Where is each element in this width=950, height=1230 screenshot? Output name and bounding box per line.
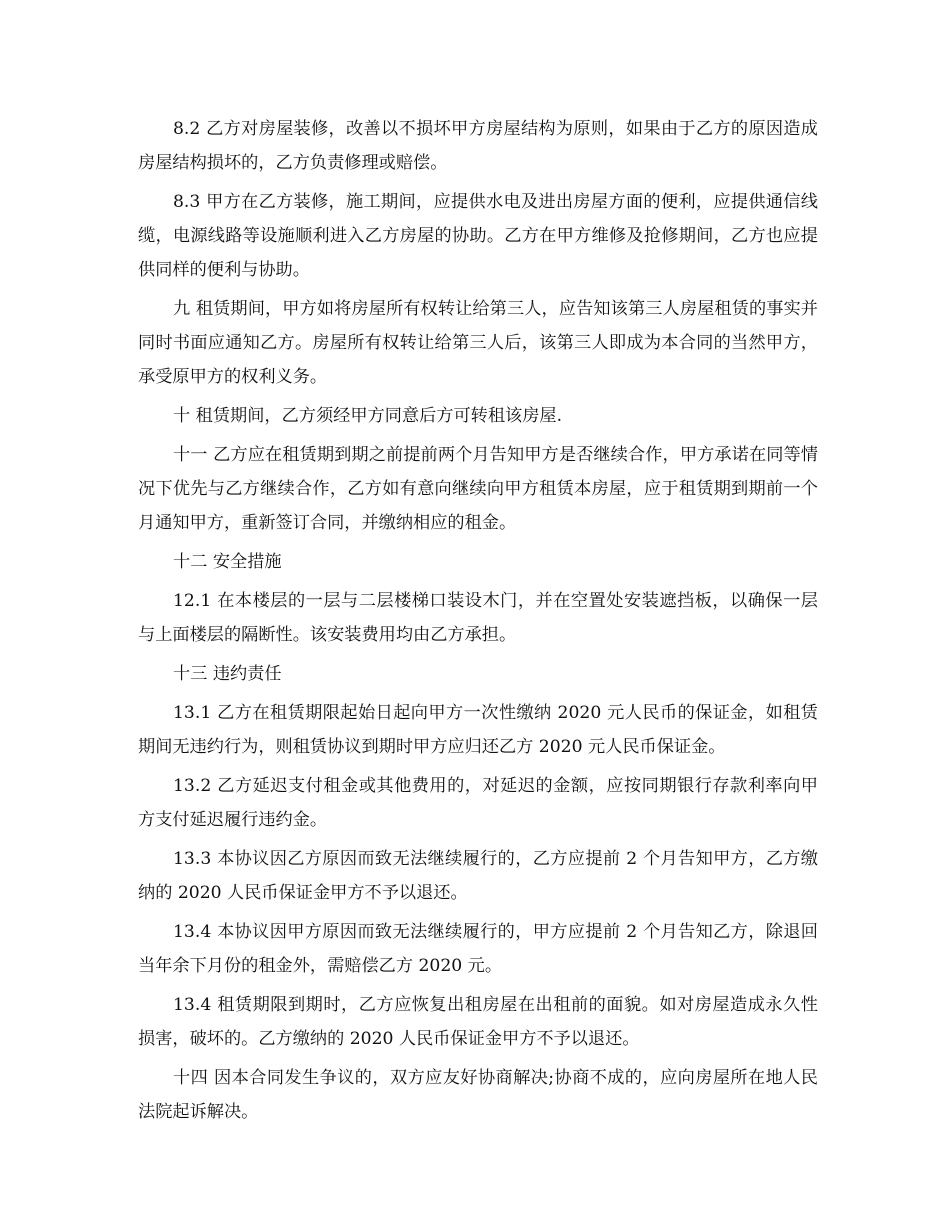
clause-13-4-b: 13.4 租赁期限到期时，乙方应恢复出租房屋在出租前的面貌。如对房屋造成永久性损害，破坏的。乙方缴纳的 2020 人民币保证金甲方不予以退还。 <box>138 995 818 1049</box>
clause-8-2: 8.2 乙方对房屋装修，改善以不损坏甲方房屋结构为原则，如果由于乙方的原因造成房屋结构损坏的，乙方负责修理或赔偿。 <box>138 119 818 173</box>
clause-13-1: 13.1 乙方在租赁期限起始日起向甲方一次性缴纳 2020 元人民币的保证金，如租赁期间无违约行为，则租赁协议到期时甲方应归还乙方 2020 元人民币保证金。 <box>138 703 818 757</box>
clause-13-2: 13.2 乙方延迟支付租金或其他费用的，对延迟的金额，应按同期银行存款利率向甲方支付延迟履行违约金。 <box>138 776 818 830</box>
clause-10: 十 租赁期间，乙方须经甲方同意后方可转租该房屋. <box>173 406 563 426</box>
section-heading-13: 十三 违约责任 <box>173 664 282 684</box>
clause-11: 十一 乙方应在租赁期到期之前提前两个月告知甲方是否继续合作，甲方承诺在同等情况下优先与乙方继续合作，乙方如有意向继续向甲方租赁本房屋，应于租赁期到期前一个月通知甲方，重新签订合同，并缴纳相应的租金。 <box>138 445 818 533</box>
section-heading-12: 十二 安全措施 <box>173 552 282 572</box>
clause-9: 九 租赁期间，甲方如将房屋所有权转让给第三人，应告知该第三人房屋租赁的事实并同时书面应通知乙方。房屋所有权转让给第三人后，该第三人即成为本合同的当然甲方，承受原甲方的权利义务。 <box>138 299 818 387</box>
clause-8-3: 8.3 甲方在乙方装修，施工期间，应提供水电及进出房屋方面的便利，应提供通信线缆，电源线路等设施顺利进入乙方房屋的协助。乙方在甲方维修及抢修期间，乙方也应提供同样的便利与协助。 <box>138 192 818 280</box>
document-page <box>138 112 818 1134</box>
clause-14: 十四 因本合同发生争议的，双方应友好协商解决;协商不成的，应向房屋所在地人民法院起诉解决。 <box>138 1068 818 1122</box>
clause-13-3: 13.3 本协议因乙方原因而致无法继续履行的，乙方应提前 2 个月告知甲方，乙方缴纳的 2020 人民币保证金甲方不予以退还。 <box>138 849 818 903</box>
clause-13-4: 13.4 本协议因甲方原因而致无法继续履行的，甲方应提前 2 个月告知乙方，除退回当年余下月份的租金外，需赔偿乙方 2020 元。 <box>138 922 818 976</box>
clause-12-1: 12.1 在本楼层的一层与二层楼梯口装设木门，并在空置处安装遮挡板，以确保一层与上面楼层的隔断性。该安装费用均由乙方承担。 <box>138 591 818 645</box>
